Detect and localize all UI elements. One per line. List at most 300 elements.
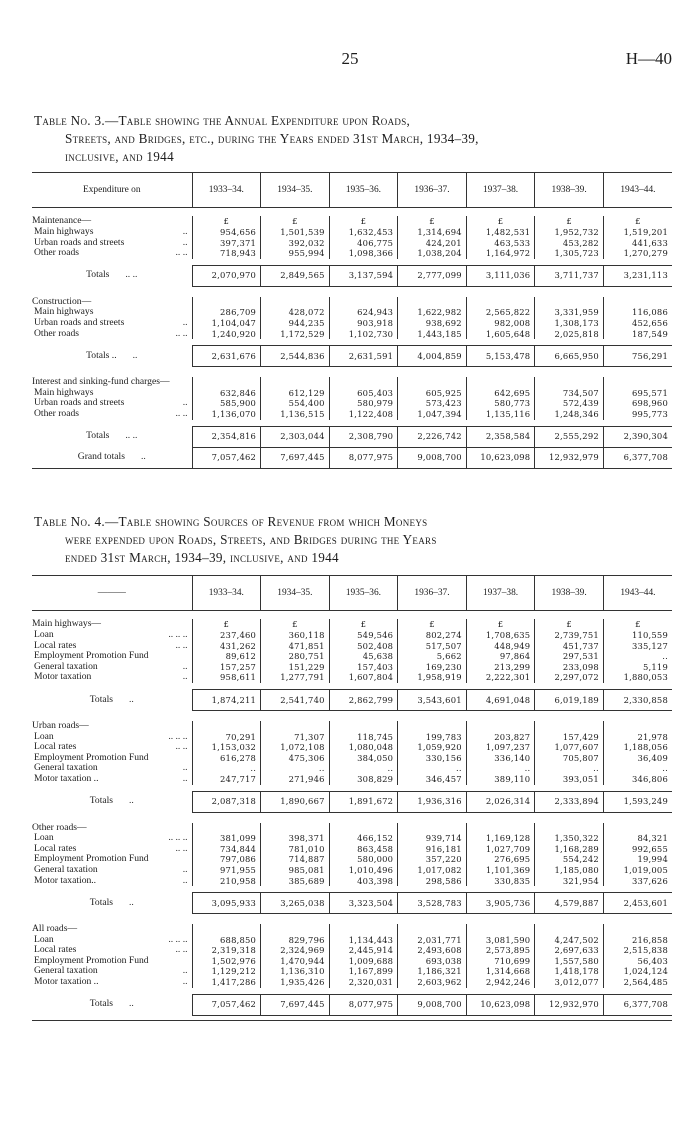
- row-label-text: Loan: [34, 833, 54, 844]
- table-cell: 2,222,301: [466, 672, 535, 683]
- row-label-wrapper: [34, 753, 192, 764]
- table-cell: 346,806: [603, 774, 672, 785]
- totals-label-text: Totals: [89, 896, 114, 908]
- table-cell: 1,080,048: [329, 742, 398, 753]
- table-cell: 1,519,201: [603, 227, 672, 238]
- table-cell: 1,135,116: [466, 409, 535, 420]
- row-leader-dots: ..: [182, 317, 188, 328]
- totals-label-text: Totals: [89, 693, 114, 705]
- empty-cell: [329, 823, 398, 834]
- table-cell: 424,201: [398, 238, 467, 249]
- totals-cell: 2,333,894: [535, 791, 604, 812]
- table-cell: 580,000: [329, 854, 398, 865]
- row-label-wrapper: [34, 844, 192, 855]
- totals-cell: 3,095,933: [192, 893, 261, 914]
- section-heading-row: [32, 377, 672, 388]
- table-cell: 1,168,289: [535, 844, 604, 855]
- table-cell: 1,167,899: [329, 966, 398, 977]
- table-cell: 1,136,515: [261, 409, 330, 420]
- currency-unit: £: [192, 216, 261, 227]
- row-leader-dots: ..: [182, 763, 188, 774]
- totals-cell: 2,555,292: [535, 426, 604, 447]
- table-row: [32, 329, 672, 340]
- table-row: [32, 388, 672, 399]
- table-cell: 944,235: [261, 318, 330, 329]
- table-cell: 1,009,688: [329, 956, 398, 967]
- table-cell: 406,775: [329, 238, 398, 249]
- table-cell: 5,119: [603, 662, 672, 673]
- empty-cell: [329, 297, 398, 308]
- table-cell: 475,306: [261, 753, 330, 764]
- empty-cell: [329, 924, 398, 935]
- row-label: [32, 307, 192, 318]
- table-cell: 2,031,771: [398, 935, 467, 946]
- table-cell: 955,994: [261, 248, 330, 259]
- table-cell: 971,955: [192, 865, 261, 876]
- table-cell: 688,850: [192, 935, 261, 946]
- table-cell: 452,656: [603, 318, 672, 329]
- table-cell: 1,019,005: [603, 865, 672, 876]
- table-row: [32, 409, 672, 420]
- empty-cell: [192, 823, 261, 834]
- table-cell: 213,299: [466, 662, 535, 673]
- totals-label: [32, 265, 192, 286]
- row-leader-dots: ..: [182, 398, 188, 409]
- table-row: [32, 935, 672, 946]
- currency-unit: £: [261, 619, 330, 630]
- table-cell: ..: [603, 651, 672, 662]
- row-label: [32, 763, 192, 774]
- table-cell: 612,129: [261, 388, 330, 399]
- empty-cell: [535, 721, 604, 732]
- section-heading: All roads—: [32, 924, 78, 935]
- row-label: [32, 945, 192, 956]
- table-cell: 2,445,914: [329, 945, 398, 956]
- table-row: [32, 774, 672, 785]
- table-cell: 985,081: [261, 865, 330, 876]
- row-label: [32, 865, 192, 876]
- row-label-text: Urban roads and streets: [34, 398, 125, 409]
- table-cell: 330,156: [398, 753, 467, 764]
- row-label: [32, 630, 192, 641]
- table-cell: ..: [398, 763, 467, 774]
- table-cell: 216,858: [603, 935, 672, 946]
- table3-header-row: [32, 173, 672, 208]
- table-cell: 3,081,590: [466, 935, 535, 946]
- table-cell: 199,783: [398, 732, 467, 743]
- table-row: [32, 956, 672, 967]
- table-cell: 203,827: [466, 732, 535, 743]
- row-leader-dots: .. ..: [175, 945, 188, 956]
- table-cell: 1,314,694: [398, 227, 467, 238]
- empty-cell: [192, 297, 261, 308]
- table-row: [32, 876, 672, 887]
- row-label-text: Loan: [34, 731, 54, 742]
- row-label-text: Motor taxation ..: [34, 773, 99, 784]
- row-label: [32, 329, 192, 340]
- spacer-row: [32, 812, 672, 823]
- table-cell: 624,943: [329, 307, 398, 318]
- table3-caption-line-2: Streets, and Bridges, etc., during the Years ended 31st March, 1934–39,: [65, 131, 479, 146]
- table-row: [32, 651, 672, 662]
- row-leader-dots: .. ..: [175, 328, 188, 339]
- table-cell: 554,400: [261, 398, 330, 409]
- table3-year-header: 1937–38.: [466, 173, 535, 208]
- table-cell: 1,632,453: [329, 227, 398, 238]
- totals-row: [32, 994, 672, 1015]
- table3-year-header: 1934–35.: [261, 173, 330, 208]
- table-cell: 1,314,668: [466, 966, 535, 977]
- totals-cell: 2,631,591: [329, 346, 398, 367]
- row-label: [32, 966, 192, 977]
- table4-year-header: 1935–36.: [329, 576, 398, 611]
- table-cell: ..: [466, 763, 535, 774]
- table-cell: 428,072: [261, 307, 330, 318]
- section-heading-row: [32, 823, 672, 834]
- totals-cell: 1,874,211: [192, 689, 261, 710]
- table-row: [32, 854, 672, 865]
- table-cell: 448,949: [466, 641, 535, 652]
- totals-label: [32, 791, 192, 812]
- table3-caption-line-3: inclusive, and 1944: [65, 149, 174, 164]
- empty-cell: [466, 823, 535, 834]
- table-cell: 3,331,959: [535, 307, 604, 318]
- row-label-wrapper: [34, 945, 192, 956]
- totals-cell: 2,330,858: [603, 689, 672, 710]
- empty-cell: [398, 721, 467, 732]
- table-cell: 286,709: [192, 307, 261, 318]
- totals-label: [32, 994, 192, 1015]
- currency-unit: £: [466, 216, 535, 227]
- row-label-wrapper: [34, 865, 192, 876]
- totals-cell: 2,777,099: [398, 265, 467, 286]
- empty-cell: [603, 823, 672, 834]
- row-label: [32, 753, 192, 764]
- table-cell: 1,164,972: [466, 248, 535, 259]
- table-cell: 466,152: [329, 833, 398, 844]
- table-row: [32, 966, 672, 977]
- table-cell: 573,423: [398, 398, 467, 409]
- table-cell: 502,408: [329, 641, 398, 652]
- row-label: [32, 732, 192, 743]
- table-cell: 995,773: [603, 409, 672, 420]
- table-cell: 45,638: [329, 651, 398, 662]
- currency-unit: £: [535, 619, 604, 630]
- table-cell: 398,371: [261, 833, 330, 844]
- table-cell: 605,925: [398, 388, 467, 399]
- table-cell: 1,104,047: [192, 318, 261, 329]
- totals-leader-dots: ..: [129, 795, 134, 807]
- empty-cell: [466, 924, 535, 935]
- totals-leader-dots: ..: [129, 693, 134, 705]
- table-cell: 1,027,709: [466, 844, 535, 855]
- table-cell: 1,418,178: [535, 966, 604, 977]
- totals-cell: 3,711,737: [535, 265, 604, 286]
- table4-year-header: 1934–35.: [261, 576, 330, 611]
- totals-row: [32, 346, 672, 367]
- table-cell: 1,557,580: [535, 956, 604, 967]
- table3-caption-line-1: Table No. 3.—Table showing the Annual Expenditure upon Roads,: [34, 113, 411, 128]
- table-cell: 954,656: [192, 227, 261, 238]
- table-cell: 2,324,969: [261, 945, 330, 956]
- section-heading-row: [32, 619, 672, 630]
- table3-label-header: Expenditure on: [32, 173, 192, 208]
- empty-cell: [192, 721, 261, 732]
- table3-caption: [34, 112, 670, 166]
- document-reference: H—40: [625, 49, 672, 68]
- table-cell: 554,242: [535, 854, 604, 865]
- empty-cell: [466, 721, 535, 732]
- row-label-wrapper: [34, 977, 192, 988]
- table-cell: 992,655: [603, 844, 672, 855]
- totals-cell: 1,891,672: [329, 791, 398, 812]
- table-cell: 829,796: [261, 935, 330, 946]
- row-label-text: Other roads: [34, 328, 80, 339]
- totals-cell: 3,137,594: [329, 265, 398, 286]
- table-row: [32, 662, 672, 673]
- table-row: [32, 398, 672, 409]
- row-label-wrapper: [34, 248, 192, 259]
- grand-totals-leader-dots: ..: [140, 450, 146, 462]
- empty-cell: [329, 377, 398, 388]
- table-cell: 632,846: [192, 388, 261, 399]
- spacer-row: [32, 611, 672, 620]
- section-heading: Urban roads—: [32, 720, 89, 731]
- row-label-wrapper: [34, 227, 192, 238]
- table-cell: 1,417,286: [192, 977, 261, 988]
- grand-totals-label: [32, 447, 192, 468]
- totals-cell: 2,390,304: [603, 426, 672, 447]
- table-cell: 1,277,791: [261, 672, 330, 683]
- totals-cell: 1,593,249: [603, 791, 672, 812]
- row-label: [32, 238, 192, 249]
- grand-totals-cell: 9,008,700: [398, 447, 467, 468]
- table-cell: 84,321: [603, 833, 672, 844]
- row-label-wrapper: [34, 398, 192, 409]
- grand-totals-row: [32, 447, 672, 468]
- section-heading-row: [32, 297, 672, 308]
- table4-year-header: 1937–38.: [466, 576, 535, 611]
- currency-unit: £: [603, 619, 672, 630]
- table-cell: 797,086: [192, 854, 261, 865]
- totals-cell: 6,019,189: [535, 689, 604, 710]
- table-cell: 1,010,496: [329, 865, 398, 876]
- table-cell: 1,102,730: [329, 329, 398, 340]
- table-cell: 2,515,838: [603, 945, 672, 956]
- totals-label-text: Totals: [86, 269, 110, 281]
- table-cell: 384,050: [329, 753, 398, 764]
- table-cell: 1,248,346: [535, 409, 604, 420]
- row-leader-dots: .. .. ..: [168, 833, 188, 844]
- row-label-wrapper: [34, 409, 192, 420]
- empty-cell: [261, 297, 330, 308]
- table-row: [32, 945, 672, 956]
- table-cell: 3,012,077: [535, 977, 604, 988]
- totals-cell: 3,111,036: [466, 265, 535, 286]
- row-leader-dots: .. ..: [175, 843, 188, 854]
- totals-cell: 1,936,316: [398, 791, 467, 812]
- table-row: [32, 844, 672, 855]
- table-cell: 605,403: [329, 388, 398, 399]
- table4-year-header: 1936–37.: [398, 576, 467, 611]
- totals-cell: 4,579,887: [535, 893, 604, 914]
- totals-label-text: Totals: [89, 998, 114, 1010]
- totals-leader-dots: ..: [129, 998, 134, 1010]
- table-cell: 2,573,895: [466, 945, 535, 956]
- table-cell: 1,308,173: [535, 318, 604, 329]
- spacer-row: [32, 286, 672, 297]
- table-cell: 187,549: [603, 329, 672, 340]
- row-leader-dots: ..: [182, 773, 188, 784]
- totals-cell: 2,544,836: [261, 346, 330, 367]
- table-row: [32, 763, 672, 774]
- row-label-text: General taxation: [34, 661, 98, 672]
- totals-label: [32, 346, 192, 367]
- table-cell: 2,493,608: [398, 945, 467, 956]
- table-cell: 271,946: [261, 774, 330, 785]
- table-cell: 357,220: [398, 854, 467, 865]
- table-cell: 157,429: [535, 732, 604, 743]
- row-label: [32, 774, 192, 785]
- totals-cell: 2,862,799: [329, 689, 398, 710]
- table-cell: ..: [535, 763, 604, 774]
- grand-totals-label-text: Grand totals: [77, 450, 125, 462]
- table-cell: 2,025,818: [535, 329, 604, 340]
- table-cell: 210,958: [192, 876, 261, 887]
- table-cell: 1,607,804: [329, 672, 398, 683]
- row-label-wrapper: [34, 662, 192, 673]
- empty-cell: [329, 721, 398, 732]
- table-cell: 321,954: [535, 876, 604, 887]
- totals-cell: 2,087,318: [192, 791, 261, 812]
- table-row: [32, 732, 672, 743]
- row-label-wrapper: [34, 388, 192, 399]
- totals-leader-dots: ..: [129, 896, 134, 908]
- table4-revenue-sources-table: [32, 575, 672, 1021]
- totals-cell: 2,303,044: [261, 426, 330, 447]
- empty-cell: [535, 377, 604, 388]
- table-cell: 1,098,366: [329, 248, 398, 259]
- totals-cell: 2,070,970: [192, 265, 261, 286]
- table-cell: 1,188,056: [603, 742, 672, 753]
- row-label-text: Local rates: [34, 945, 77, 956]
- row-label-text: Motor taxation ..: [34, 977, 99, 988]
- totals-cell: 2,226,742: [398, 426, 467, 447]
- table-cell: 939,714: [398, 833, 467, 844]
- row-label: [32, 672, 192, 683]
- table-cell: ..: [329, 763, 398, 774]
- table-cell: 392,032: [261, 238, 330, 249]
- row-leader-dots: .. ..: [175, 640, 188, 651]
- table-cell: 585,900: [192, 398, 261, 409]
- row-label-wrapper: [34, 672, 192, 683]
- table-cell: 1,038,204: [398, 248, 467, 259]
- table4-caption-line-1: Table No. 4.—Table showing Sources of Revenue from which Moneys: [34, 514, 428, 529]
- table-cell: 1,240,920: [192, 329, 261, 340]
- totals-cell: 3,528,783: [398, 893, 467, 914]
- row-label-text: General taxation: [34, 763, 98, 774]
- row-label-text: Motor taxation..: [34, 875, 97, 886]
- row-label: [32, 398, 192, 409]
- table-cell: 1,501,539: [261, 227, 330, 238]
- row-label: [32, 876, 192, 887]
- table3-expenditure-table: [32, 172, 672, 469]
- row-label: [32, 651, 192, 662]
- row-label-wrapper: [34, 732, 192, 743]
- empty-cell: [192, 924, 261, 935]
- row-label-text: Local rates: [34, 843, 77, 854]
- table-cell: 36,409: [603, 753, 672, 764]
- row-leader-dots: ..: [182, 661, 188, 672]
- row-label: [32, 227, 192, 238]
- table-cell: 298,586: [398, 876, 467, 887]
- empty-cell: [603, 924, 672, 935]
- table-cell: 308,829: [329, 774, 398, 785]
- table-cell: 451,737: [535, 641, 604, 652]
- empty-cell: [261, 721, 330, 732]
- row-label: [32, 854, 192, 865]
- totals-cell: 7,697,445: [261, 994, 330, 1015]
- row-leader-dots: .. .. ..: [168, 731, 188, 742]
- row-label: [32, 956, 192, 967]
- row-label-text: General taxation: [34, 864, 98, 875]
- currency-unit: £: [398, 619, 467, 630]
- row-label-wrapper: [34, 238, 192, 249]
- table-cell: 2,697,633: [535, 945, 604, 956]
- table-cell: 734,507: [535, 388, 604, 399]
- table4-year-header: 1943–44.: [603, 576, 672, 611]
- table-row: [32, 641, 672, 652]
- row-label: [32, 388, 192, 399]
- row-label-text: Employment Promotion Fund: [34, 752, 149, 763]
- totals-row: [32, 893, 672, 914]
- table-cell: 693,038: [398, 956, 467, 967]
- table-cell: 21,978: [603, 732, 672, 743]
- table4-caption-line-2: were expended upon Roads, Streets, and Bridges during the Years: [65, 532, 437, 547]
- table-cell: 337,626: [603, 876, 672, 887]
- table-cell: 110,559: [603, 630, 672, 641]
- empty-cell: [603, 721, 672, 732]
- table-cell: 1,935,426: [261, 977, 330, 988]
- table-cell: 549,546: [329, 630, 398, 641]
- spacer-row: [32, 367, 672, 378]
- row-label: [32, 662, 192, 673]
- totals-cell: 2,026,314: [466, 791, 535, 812]
- totals-cell: 2,849,565: [261, 265, 330, 286]
- table-cell: 71,307: [261, 732, 330, 743]
- totals-label-text: Totals: [86, 430, 110, 442]
- totals-cell: 7,057,462: [192, 994, 261, 1015]
- table-cell: 1,097,237: [466, 742, 535, 753]
- row-label-wrapper: [34, 630, 192, 641]
- empty-cell: [261, 823, 330, 834]
- row-leader-dots: ..: [182, 875, 188, 886]
- row-label: [32, 409, 192, 420]
- totals-cell: 6,377,708: [603, 994, 672, 1015]
- totals-cell: 9,008,700: [398, 994, 467, 1015]
- table-cell: 2,603,962: [398, 977, 467, 988]
- row-label: [32, 248, 192, 259]
- row-label-wrapper: [34, 774, 192, 785]
- table-cell: 1,952,732: [535, 227, 604, 238]
- totals-cell: 2,354,816: [192, 426, 261, 447]
- table-cell: 1,622,982: [398, 307, 467, 318]
- table-cell: 2,297,072: [535, 672, 604, 683]
- spacer-row: [32, 710, 672, 721]
- table-cell: 1,153,032: [192, 742, 261, 753]
- totals-cell: 10,623,098: [466, 994, 535, 1015]
- grand-totals-cell: 12,932,979: [535, 447, 604, 468]
